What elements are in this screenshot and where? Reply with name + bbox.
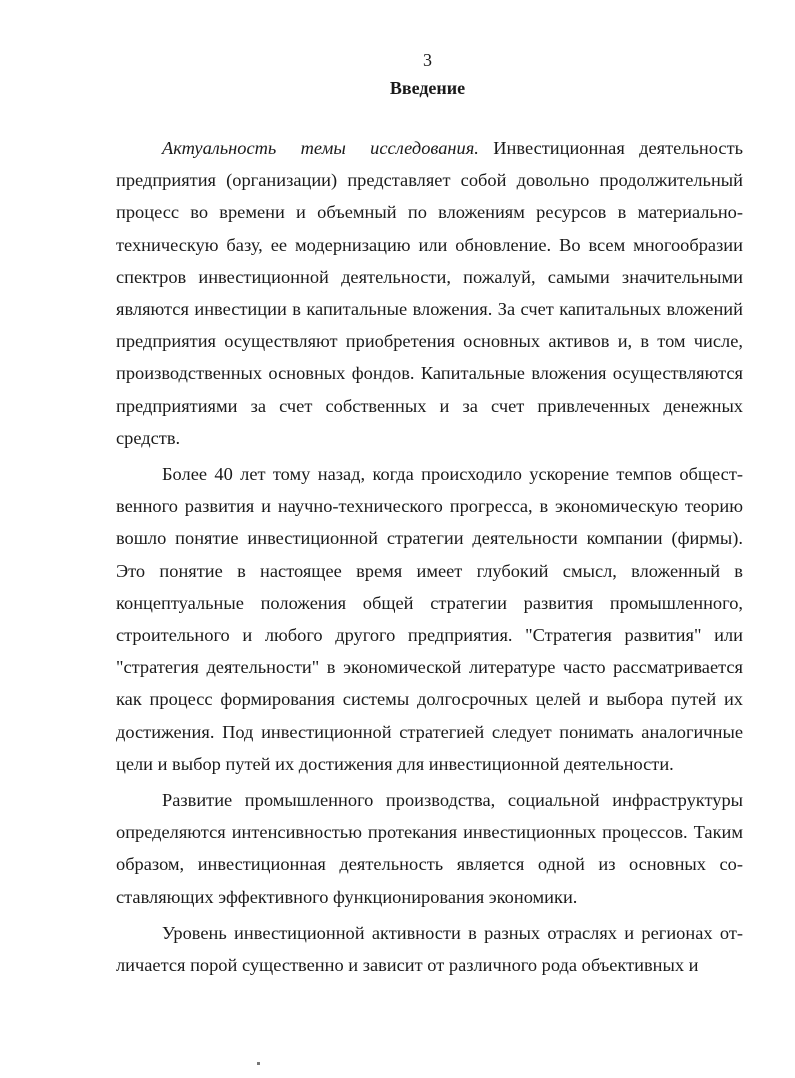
paragraph-text: Развитие промышленного производства, социальной инфраструктуры определяются интенсивностью протекания инвестиционных процессов. Таким образом, инвестиционная деятельность является одной из основных составляющих эффективного функционирования экономики. (116, 790, 743, 907)
scan-mark (257, 1062, 260, 1065)
page-number: 3 (423, 50, 432, 70)
body-text (116, 132, 743, 981)
paragraph-text: Инвестиционная деятельность предприятия (организации) представляет собой довольно продолжительный процесс во времени и объемный по вложениям ресурсов в материально-техническую базу, ее модернизацию или обновление. Во всем многообразии спектров инвестиционной деятельности, пожалуй, самыми значительными являются инвестиции в капитальные вложения. За счет капитальных вложений предприятия осуществляют приобретения основных активов и, в том числе, производственных основных фондов. Капитальные вложения осуществляются предприятиями за счет собственных и за счет привлеченных денежных средств. (116, 138, 743, 448)
paragraph-lead: Актуальность темы исследования. (162, 138, 479, 158)
paragraph-text: Уровень инвестиционной активности в разных отраслях и регионах отличается порой существенно и зависит от различного рода объективных и (116, 922, 743, 976)
section-heading: Введение (389, 78, 466, 98)
paragraph-relevance (116, 132, 743, 454)
paragraph-development (116, 784, 743, 913)
paragraph-activity-level (116, 917, 743, 981)
paragraph-text: Более 40 лет тому назад, когда происходило ускорение темпов общественного развития и научно-технического прогресса, в экономическую теорию вошло понятие инвестиционной стратегии деятельности компании (фирмы). Это понятие в настоящее время имеет глубокий смысл, вложенный в концептуальные положения общей стратегии развития промышленного, строительного и любого другого предприятия. "Стратегия развития" или "стратегия деятельности" в экономической литературе часто рассматривается как процесс формирования системы долгосрочных целей и выбора путей их достижения. Под инвестиционной стратегией следует понимать аналогичные цели и выбор путей их достижения для инвестиционной деятельности. (116, 464, 743, 774)
paragraph-strategy (116, 458, 743, 780)
